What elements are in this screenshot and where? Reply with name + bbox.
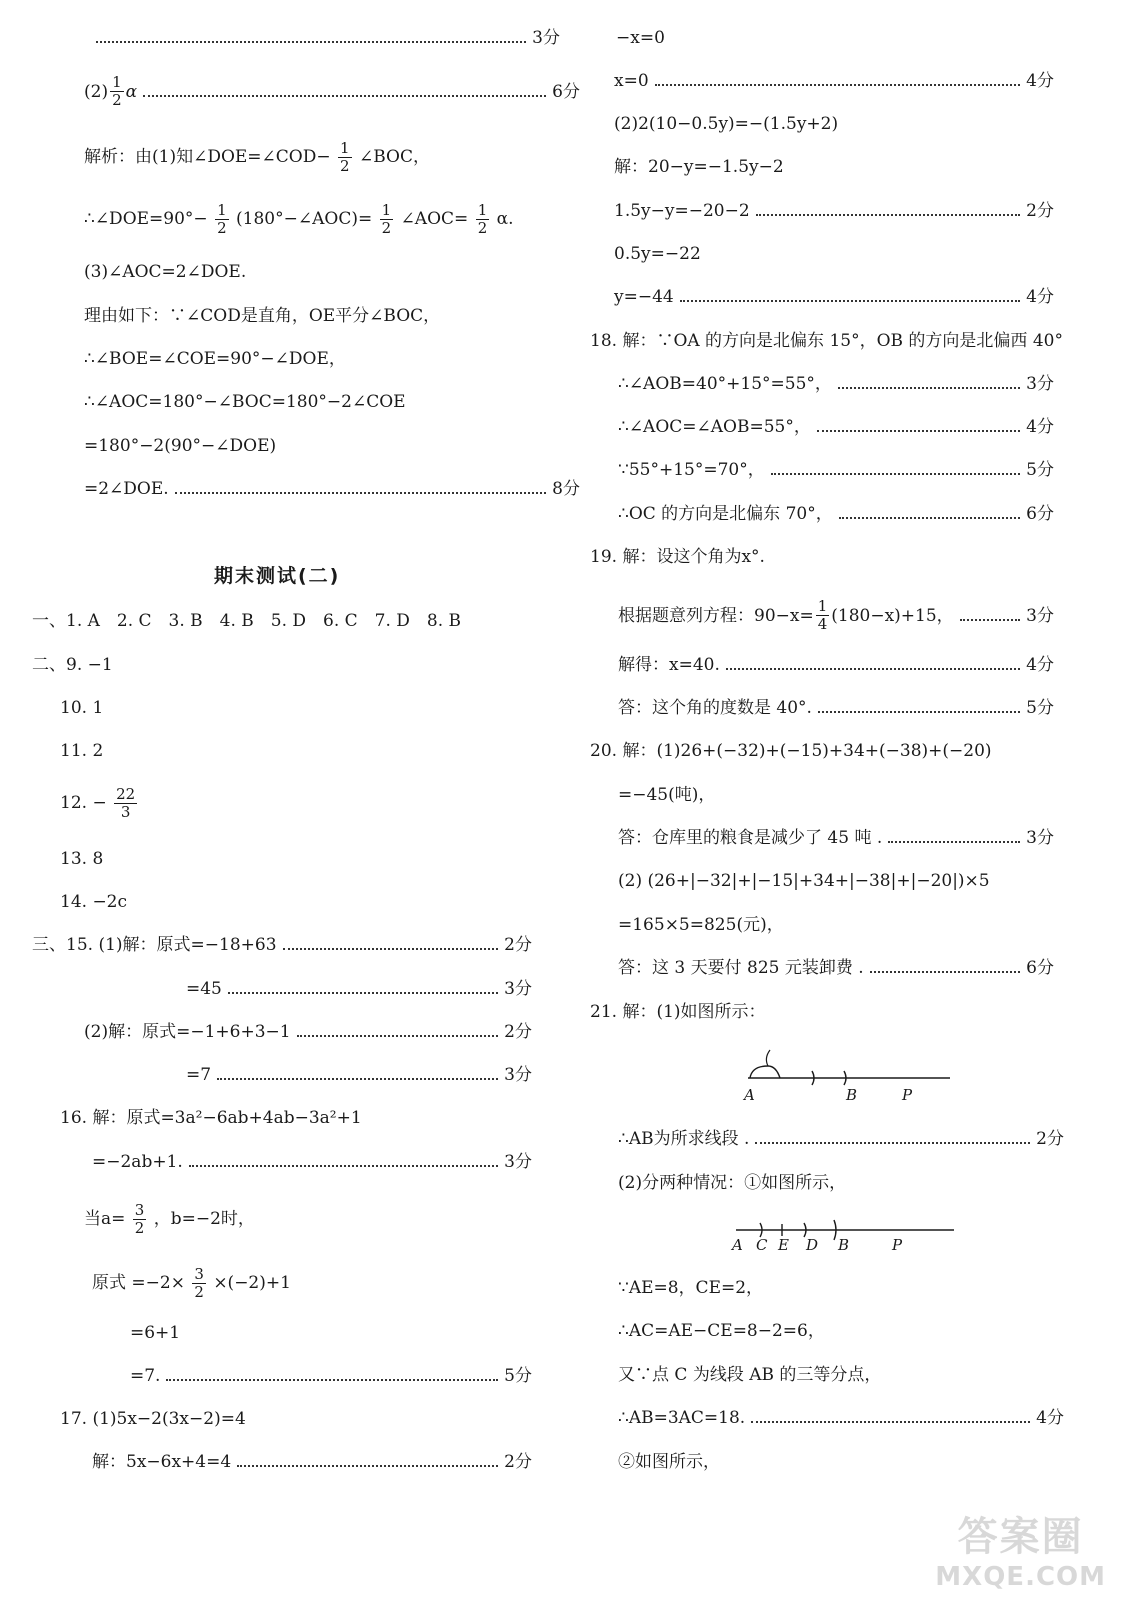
- score-line: ∴AB=3AC=18. 4分: [618, 1408, 1064, 1428]
- text-line: (2) (26+|−32|+|−15|+34+|−38|+|−20|)×5: [618, 871, 990, 891]
- leader-dots: [96, 41, 526, 43]
- leader-dots: [228, 992, 498, 994]
- text-line: ∵AE=8，CE=2，: [618, 1278, 764, 1298]
- leader-dots: [960, 619, 1020, 621]
- leader-dots: [771, 473, 1020, 475]
- score-line: (2)解：原式=−1+6+3−1 2分: [84, 1022, 532, 1042]
- score-line: ∴∠AOC=∠AOB=55°， 4分: [618, 417, 1054, 437]
- fraction: $\frac{22}{3}$: [116, 785, 136, 821]
- leader-dots: [838, 387, 1020, 389]
- analysis-line: 解析：由(1)知∠DOE=∠COD− $\frac{1}{2}$ ∠BOC，: [84, 139, 430, 175]
- text-line: ∴AC=AE−CE=8−2=6，: [618, 1321, 825, 1341]
- text-line: 17. (1)5x−2(3x−2)=4: [60, 1409, 246, 1429]
- text-line: 解：20−y=−1.5y−2: [614, 157, 784, 177]
- text-line: =6+1: [130, 1323, 181, 1343]
- text-line: 19. 解：设这个角为x°.: [590, 547, 765, 567]
- text-line: 12. − $\frac{22}{3}$: [60, 785, 136, 821]
- text-line: 10. 1: [60, 698, 104, 718]
- text-line: ∴∠AOC=180°−∠BOC=180°−2∠COE: [84, 392, 406, 412]
- leader-dots: [888, 841, 1020, 843]
- score-line: y=−44 4分: [614, 287, 1054, 307]
- compass-mark: [766, 1050, 770, 1066]
- label-a: A: [732, 1236, 743, 1254]
- score-line: 3分: [90, 26, 560, 50]
- watermark: 答案圈 MXQE.COM: [935, 1514, 1106, 1592]
- score-line: 解：5x−6x+4=4 2分: [92, 1452, 532, 1472]
- score-line: x=0 4分: [614, 71, 1054, 91]
- label-p: P: [892, 1236, 903, 1254]
- leader-dots: [755, 1142, 1030, 1144]
- leader-dots: [655, 84, 1021, 86]
- text-line: (3)∠AOC=2∠DOE.: [84, 262, 247, 282]
- construction-figure-2: [730, 1208, 960, 1258]
- arc-mark: [750, 1066, 780, 1078]
- fraction: $\frac{1}{4}$: [817, 597, 828, 633]
- leader-dots: [756, 214, 1021, 216]
- text-line: 21. 解：(1)如图所示：: [590, 1002, 766, 1022]
- text-line: 14. −2c: [60, 892, 128, 912]
- mc-answers: 一、1. A 2. C 3. B 4. B 5. D 6. C 7. D 8. B: [32, 611, 462, 631]
- label-b: B: [846, 1086, 858, 1104]
- label-p: P: [902, 1086, 913, 1104]
- text-line: 二、9. −1: [32, 655, 113, 675]
- text-line: ②如图所示，: [618, 1452, 720, 1472]
- text-line: =180°−2(90°−∠DOE): [84, 436, 277, 456]
- fraction: $\frac{1}{2}$: [217, 201, 227, 237]
- fraction: $\frac{1}{2}$: [340, 139, 350, 175]
- score-line: 答：仓库里的粮食是减少了 45 吨 . 3分: [618, 828, 1054, 848]
- score-line: 1.5y−y=−20−2 2分: [614, 201, 1054, 221]
- label-c: C: [756, 1236, 768, 1254]
- leader-dots: [217, 1078, 498, 1080]
- text-line: 18. 解：∵OA 的方向是北偏东 15°，OB 的方向是北偏西 40°: [590, 331, 1063, 351]
- leader-dots: [818, 711, 1020, 713]
- score-line: 解得：x=40. 4分: [618, 655, 1054, 675]
- text-line: 13. 8: [60, 849, 104, 869]
- leader-dots: [237, 1465, 498, 1467]
- text-line: =−45(吨)，: [618, 785, 716, 805]
- text-line: 11. 2: [60, 741, 104, 761]
- leader-dots: [726, 668, 1020, 670]
- text-line: 20. 解：(1)26+(−32)+(−15)+34+(−38)+(−20): [590, 741, 992, 761]
- text-line: ∴∠BOE=∠COE=90°−∠DOE，: [84, 349, 346, 369]
- score-line: =2∠DOE. 8分: [84, 479, 580, 499]
- text-line: (2)分两种情况：①如图所示，: [618, 1173, 847, 1193]
- label-a: A: [744, 1086, 755, 1104]
- score-line: 答：这个角的度数是 40°. 5分: [618, 698, 1054, 718]
- score-line: 根据题意列方程：90−x= $\frac{1}{4}$ (180−x)+15， 3分: [618, 597, 1054, 633]
- leader-dots: [817, 430, 1020, 432]
- score-line: =7 3分: [186, 1065, 532, 1085]
- text-line: −x=0: [616, 28, 665, 48]
- label-d: D: [806, 1236, 819, 1254]
- score-line: =7. 5分: [130, 1366, 532, 1386]
- fraction: $\frac{1}{2}$: [112, 73, 122, 109]
- leader-dots: [751, 1421, 1030, 1423]
- answer-line: (2) $\frac{1}{2}$ α 6分: [84, 73, 580, 109]
- fraction: $\frac{1}{2}$: [381, 201, 392, 237]
- leader-dots: [283, 948, 499, 950]
- score-line: ∴OC 的方向是北偏东 70°， 6分: [618, 504, 1054, 524]
- score-line: ∵55°+15°=70°， 5分: [618, 460, 1054, 480]
- label-e: E: [778, 1236, 789, 1254]
- leader-dots: [175, 492, 546, 494]
- construction-figure-1: [740, 1040, 960, 1110]
- score-line: 三、15. (1)解：原式=−18+63 2分: [32, 935, 532, 955]
- score-line: =−2ab+1. 3分: [92, 1152, 532, 1172]
- fraction: $\frac{1}{2}$: [477, 201, 488, 237]
- score-line: 答：这 3 天要付 825 元装卸费 . 6分: [618, 958, 1054, 978]
- text-line: 当a= $\frac{3}{2}$ ，b=−2时，: [84, 1201, 255, 1237]
- text-line: 16. 解：原式=3a²−6ab+4ab−3a²+1: [60, 1108, 362, 1128]
- score-line: ∴∠AOB=40°+15°=55°， 3分: [618, 374, 1054, 394]
- text-line: =165×5=825(元)，: [618, 915, 784, 935]
- text-line: 原式 =−2× $\frac{3}{2}$ ×(−2)+1: [92, 1265, 291, 1301]
- leader-dots: [297, 1035, 499, 1037]
- section-title: 期末测试(二): [214, 565, 341, 587]
- leader-dots: [680, 300, 1020, 302]
- leader-dots: [870, 971, 1020, 973]
- score-line: ∴AB为所求线段 . 2分: [618, 1129, 1064, 1149]
- fraction: $\frac{3}{2}$: [134, 1201, 145, 1237]
- text-line: 0.5y=−22: [614, 244, 701, 264]
- label-b: B: [838, 1236, 850, 1254]
- leader-dots: [839, 517, 1020, 519]
- text-line: 理由如下：∵∠COD是直角，OE平分∠BOC，: [84, 306, 441, 326]
- derivation-line: ∴∠DOE=90°− $\frac{1}{2}$ (180°−∠AOC)= $\frac{1}{2}$ ∠AOC= $\frac{1}{2}$ α.: [84, 201, 514, 237]
- leader-dots: [189, 1165, 498, 1167]
- leader-dots: [143, 95, 546, 97]
- fraction: $\frac{3}{2}$: [194, 1265, 204, 1301]
- leader-dots: [166, 1379, 498, 1381]
- text-line: (2)2(10−0.5y)=−(1.5y+2): [614, 114, 839, 134]
- score-line: =45 3分: [186, 979, 532, 999]
- text-line: 又∵点 C 为线段 AB 的三等分点，: [618, 1365, 882, 1385]
